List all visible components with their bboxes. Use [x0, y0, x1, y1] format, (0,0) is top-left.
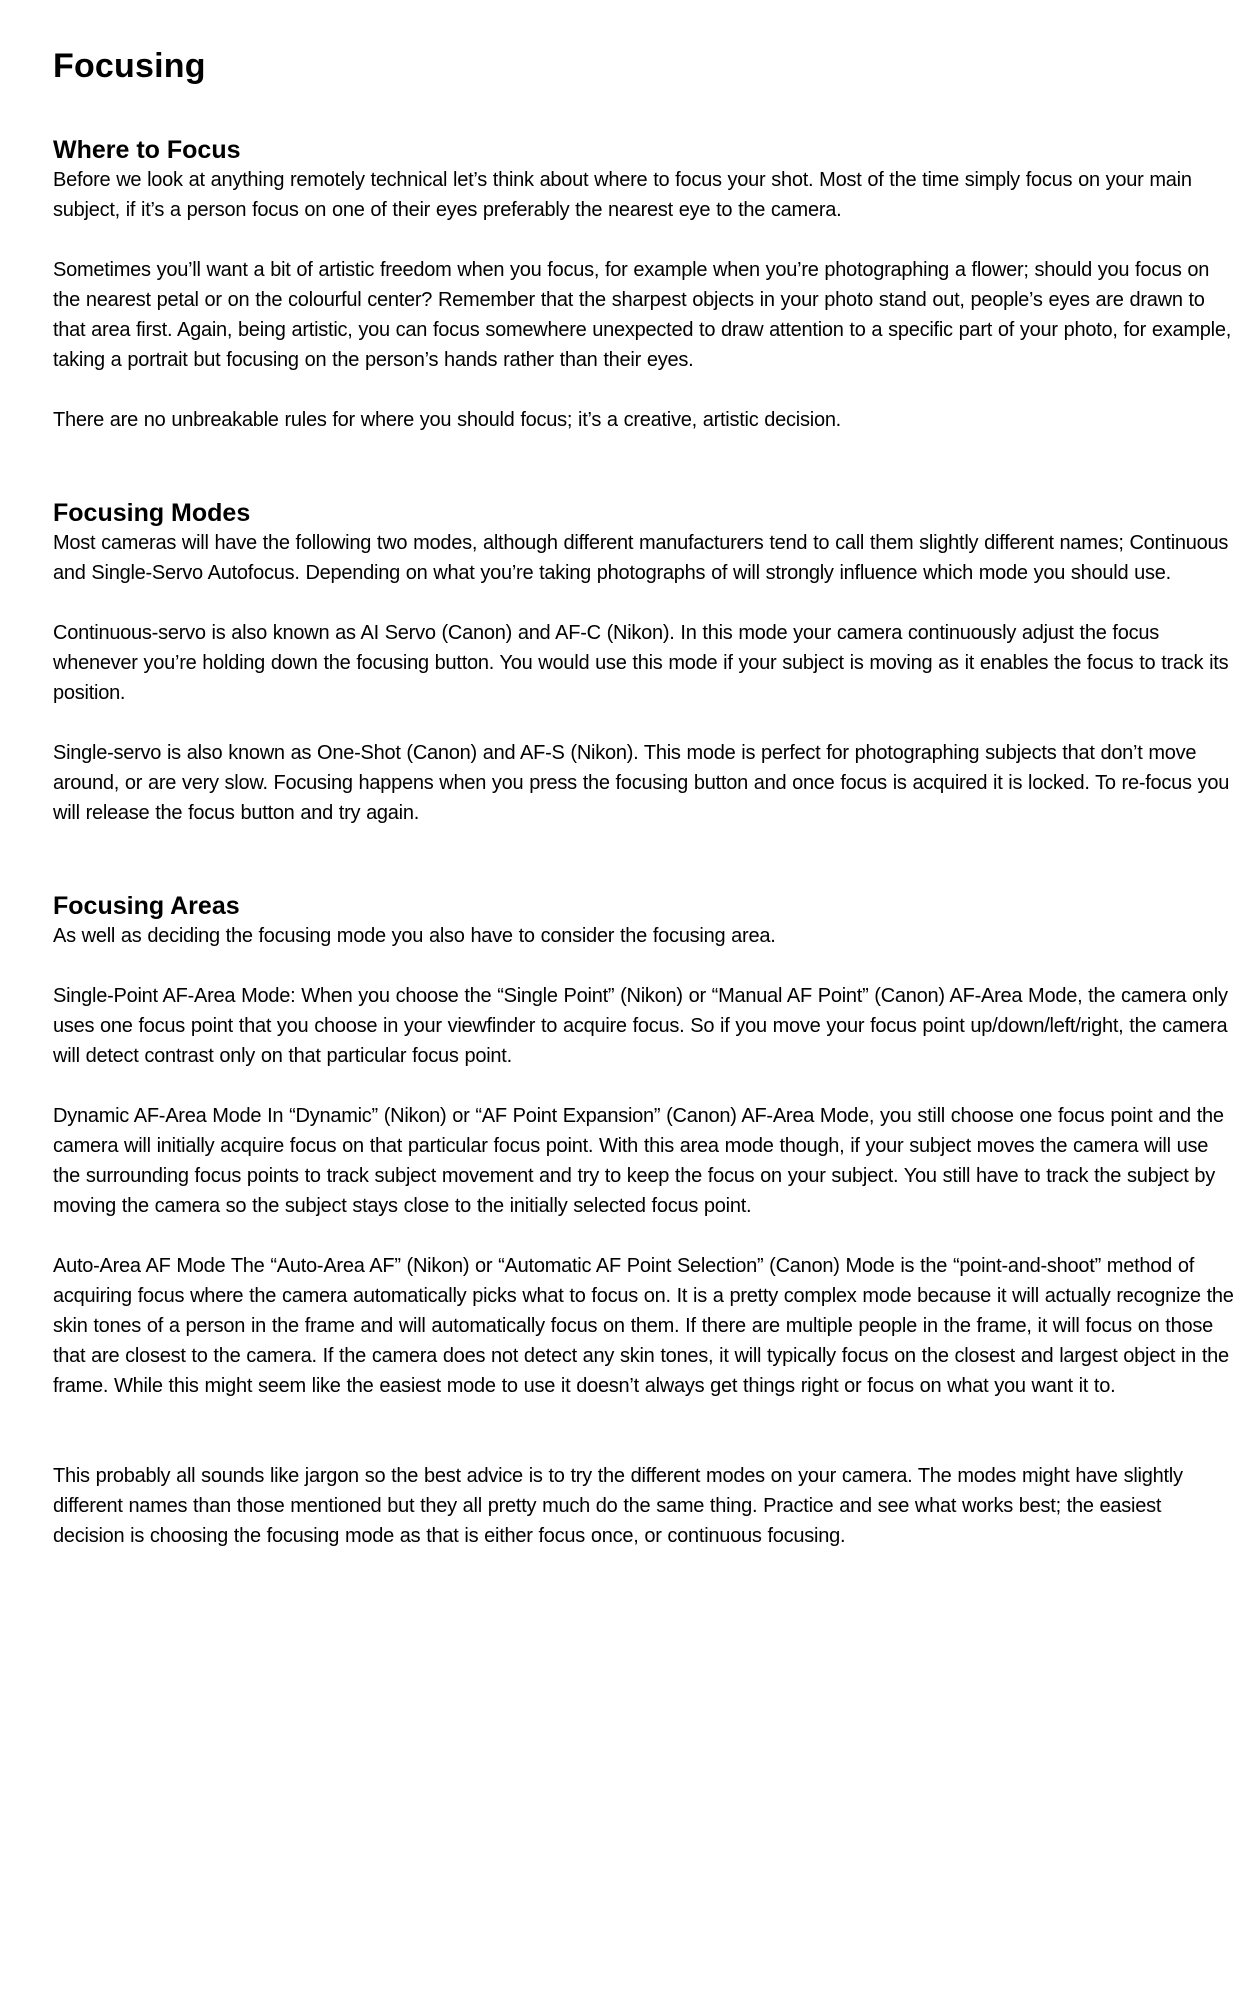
document-page: [53, 40, 1238, 1551]
section-heading: Focusing Modes: [53, 499, 251, 527]
paragraph: Auto-Area AF Mode The “Auto-Area AF” (Nikon) or “Automatic AF Point Selection” (Canon) Mode is the “point-and-shoot” method of acquiring focus where the camera automatically picks what to focus on. It is a pretty complex mode because it will actually recognize the skin tones of a person in the frame and will automatically focus on them. If there are multiple people in the frame, it will focus on those that are closest to the camera. If the camera does not detect any skin tones, it will typically focus on the closest and largest object in the frame. While this might seem like the easiest mode to use it doesn’t always get things right or focus on what you want it to.: [53, 1255, 1234, 1397]
section-focusing-areas: [53, 891, 1238, 1401]
page-title: Focusing: [53, 47, 206, 85]
paragraph: As well as deciding the focusing mode you also have to consider the focusing area.: [53, 925, 776, 947]
paragraph: Sometimes you’ll want a bit of artistic freedom when you focus, for example when you’re photographing a flower; should you focus on the nearest petal or on the colourful center? Remember that the sharpest objects in your photo stand out, people’s eyes are drawn to that area first. Again, being artistic, you can focus somewhere unexpected to draw attention to a specific part of your photo, for example, taking a portrait but focusing on the person’s hands rather than their eyes.: [53, 259, 1232, 371]
paragraph: There are no unbreakable rules for where you should focus; it’s a creative, artistic decision.: [53, 409, 841, 431]
paragraph: Continuous-servo is also known as AI Servo (Canon) and AF-C (Nikon). In this mode your camera continuously adjust the focus whenever you’re holding down the focusing button. You would use this mode if your subject is moving as it enables the focus to track its position.: [53, 622, 1229, 704]
paragraph: Before we look at anything remotely technical let’s think about where to focus your shot. Most of the time simply focus on your main subject, if it’s a person focus on one of their eyes preferably the nearest eye to the camera.: [53, 169, 1192, 221]
section-heading: Where to Focus: [53, 136, 241, 164]
paragraph: Dynamic AF-Area Mode In “Dynamic” (Nikon) or “AF Point Expansion” (Canon) AF-Area Mode, you still choose one focus point and the camera will initially acquire focus on that particular focus point. With this area mode though, if your subject moves the camera will use the surrounding focus points to track subject movement and try to keep the focus on your subject. You still have to track the subject by moving the camera so the subject stays close to the initially selected focus point.: [53, 1105, 1224, 1217]
paragraph: Single-servo is also known as One-Shot (Canon) and AF-S (Nikon). This mode is perfect for photographing subjects that don’t move around, or are very slow. Focusing happens when you press the focusing button and once focus is acquired it is locked. To re-focus you will release the focus button and try again.: [53, 742, 1230, 824]
closing-paragraph: This probably all sounds like jargon so the best advice is to try the different modes on your camera. The modes might have slightly different names than those mentioned but they all pretty much do the same thing. Practice and see what works best; the easiest decision is choosing the focusing mode as that is either focus once, or continuous focusing.: [53, 1465, 1183, 1547]
section-heading: Focusing Areas: [53, 892, 240, 920]
section-focusing-modes: [53, 498, 1238, 828]
section-where-to-focus: [53, 135, 1238, 435]
paragraph: Most cameras will have the following two modes, although different manufacturers tend to call them slightly different names; Continuous and Single-Servo Autofocus. Depending on what you’re taking photographs of will strongly influence which mode you should use.: [53, 532, 1229, 584]
paragraph: Single-Point AF-Area Mode: When you choose the “Single Point” (Nikon) or “Manual AF Point” (Canon) AF-Area Mode, the camera only uses one focus point that you choose in your viewfinder to acquire focus. So if you move your focus point up/down/left/right, the camera will detect contrast only on that particular focus point.: [53, 985, 1228, 1067]
